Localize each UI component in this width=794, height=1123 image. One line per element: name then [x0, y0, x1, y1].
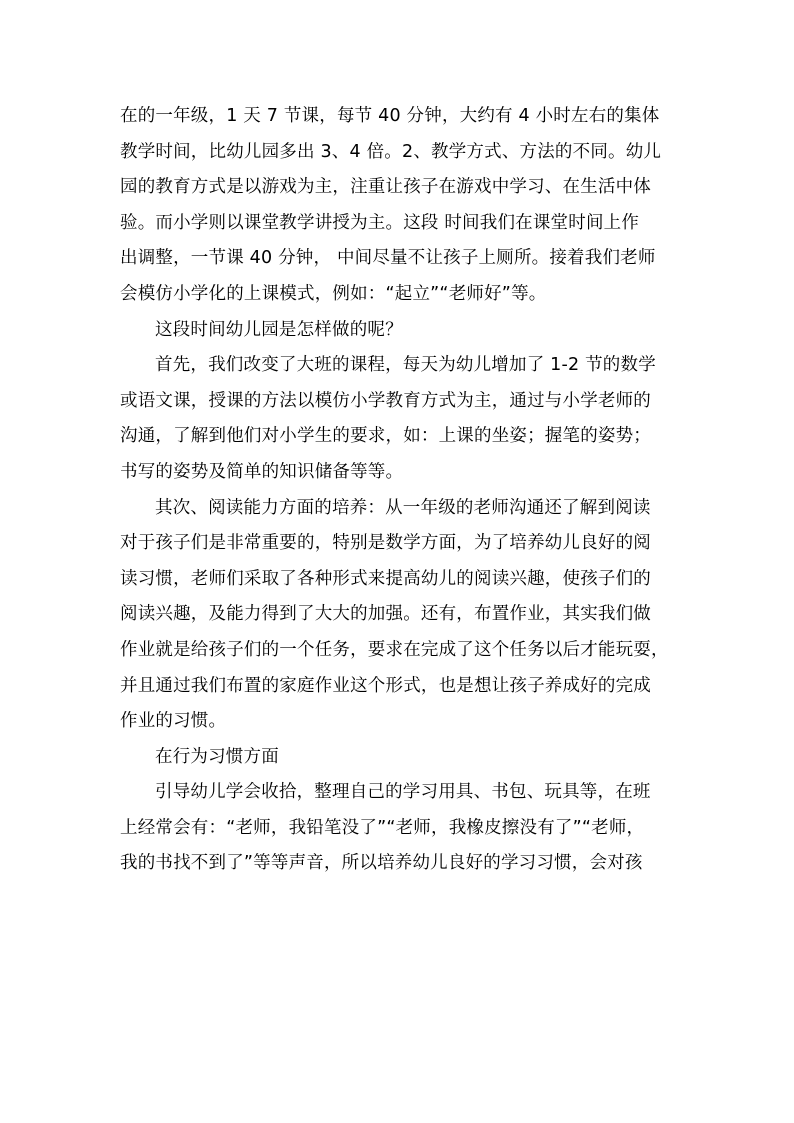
- text-line: 对于孩子们是非常重要的，特别是数学方面，为了培养幼儿良好的阅: [120, 533, 651, 554]
- text-line: 引导幼儿学会收拾，整理自己的学习用具、书包、玩具等，在班: [155, 782, 651, 803]
- paragraph-heading: 这段时间幼儿园是怎样做的呢？: [155, 319, 403, 340]
- text-line: 阅读兴趣，及能力得到了大大的加强。还有，布置作业，其实我们做: [120, 604, 651, 625]
- text-line: 作业就是给孩子们的一个任务，要求在完成了这个任务以后才能玩耍，: [120, 639, 669, 660]
- text-line: 书写的姿势及简单的知识储备等等。: [120, 461, 404, 482]
- text-line: 在的一年级，1 天 7 节课，每节 40 分钟，大约有 4 小时左右的集体: [120, 106, 660, 126]
- text-line: 会模仿小学化的上课模式，例如：“起立”“老师好”等。: [120, 283, 547, 304]
- body-text: [120, 99, 680, 882]
- text-line: 上经常会有：“老师，我铅笔没了”“老师，我橡皮擦没有了”“老师，: [120, 817, 645, 838]
- text-line: 读习惯，老师们采取了各种形式来提高幼儿的阅读兴趣，使孩子们的: [120, 568, 651, 589]
- text-line: 教学时间，比幼儿园多出 3、4 倍。2、教学方式、方法的不同。幼儿: [120, 141, 662, 162]
- text-line: 作业的习惯。: [120, 711, 227, 732]
- text-line: 出调整，一节课 40 分钟， 中间尽量不让孩子上厕所。接着我们老师: [120, 248, 656, 269]
- text-line: 并且通过我们布置的家庭作业这个形式，也是想让孩子养成好的完成: [120, 675, 651, 696]
- text-line: 沟通，了解到他们对小学生的要求，如：上课的坐姿；握笔的姿势；: [120, 426, 651, 447]
- text-line: 首先，我们改变了大班的课程，每天为幼儿增加了 1-2 节的数学: [155, 355, 656, 376]
- text-line: 我的书找不到了”等等声音，所以培养幼儿良好的学习习惯，会对孩: [120, 853, 643, 874]
- text-line: 或语文课，授课的方法以模仿小学教育方式为主，通过与小学老师的: [120, 390, 651, 411]
- text-line: 验。而小学则以课堂教学讲授为主。这段 时间我们在课堂时间上作: [120, 212, 640, 233]
- paragraph-heading: 在行为习惯方面: [155, 746, 279, 767]
- text-line: 其次、阅读能力方面的培养：从一年级的老师沟通还了解到阅读: [155, 497, 651, 518]
- text-line: 园的教育方式是以游戏为主，注重让孩子在游戏中学习、在生活中体: [120, 177, 651, 198]
